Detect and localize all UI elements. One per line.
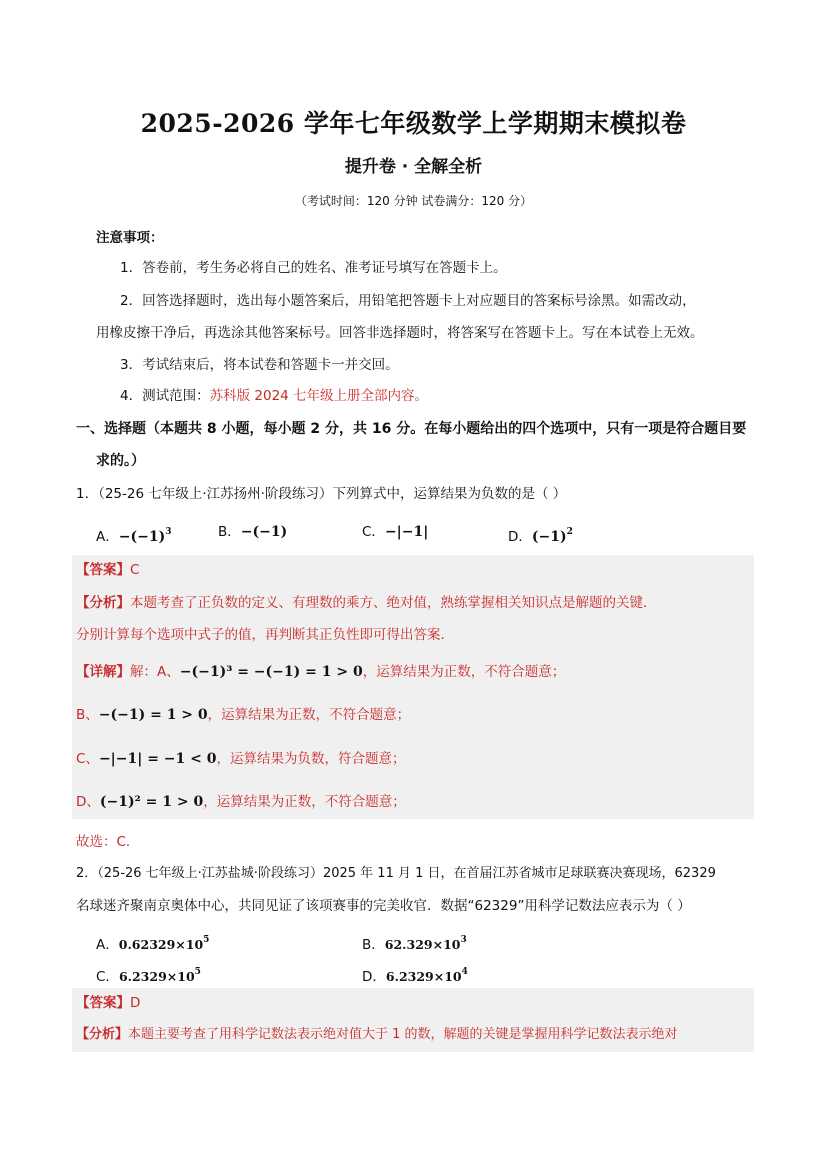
q2-answer: 【答案】D <box>76 995 141 1011</box>
page-subtitle: 提升卷 · 全解全析 <box>344 157 483 177</box>
note-item: 3．考试结束后，将本试卷和答题卡一并交回。 <box>120 357 399 373</box>
q2-analysis: 【分析】本题主要考查了用科学记数法表示绝对值大于 1 的数，解题的关键是掌握用科学记数法表示绝对 <box>76 1027 678 1042</box>
note-scope <box>120 386 428 406</box>
q2-option-a: A．$0.62329\times 10^5$ <box>96 935 210 953</box>
q1-option-a: A．$-(-1)^3$ <box>96 527 172 545</box>
q1-analysis: 【分析】本题考查了正负数的定义、有理数的乘方、绝对值，熟练掌握相关知识点是解题的关键． <box>76 595 657 611</box>
note-item: 用橡皮擦干净后，再选涂其他答案标号。回答非选择题时，将答案写在答题卡上。写在本试卷上无效。 <box>96 325 704 341</box>
q1-detail-b: B、−(−1) = 1 > 0，运算结果为正数，不符合题意； <box>76 707 411 723</box>
q1-answer: 【答案】C <box>76 562 140 578</box>
section-heading: 一、选择题（本题共 8 小题，每小题 2 分，共 16 分。在每小题给出的四个选项中，只有一项是符合题目要 <box>76 421 747 437</box>
note-item: 1．答卷前，考生务必将自己的姓名、准考证号填写在答题卡上。 <box>120 260 507 276</box>
scope-value: 苏科版 2024 七年级上册全部内容。 <box>209 388 429 404</box>
question-2-stem: 2．（25-26 七年级上·江苏盐城·阶段练习）2025 年 11 月 1 日，在首届江苏省城市足球联赛决赛现场，62329 <box>76 866 716 881</box>
exam-meta: （考试时间：120 分钟 试卷满分：120 分） <box>294 194 533 208</box>
q1-detail-d: D、(−1)² = 1 > 0，运算结果为正数，不符合题意； <box>76 794 406 810</box>
section-heading-cont: 求的。） <box>96 453 145 469</box>
q1-option-c: C．−|−1| <box>362 524 429 540</box>
question-1-stem: 1．（25-26 七年级上·江苏扬州·阶段练习）下列算式中，运算结果为负数的是（ ） <box>76 486 567 502</box>
notes-heading: 注意事项： <box>96 230 164 246</box>
q2-option-c: C．$6.2329\times 10^5$ <box>96 967 201 985</box>
q1-option-b: B．−(−1) <box>218 524 288 540</box>
scope-label: 4．测试范围： <box>120 388 210 404</box>
page-title: 2025-2026 学年七年级数学上学期期末模拟卷 <box>140 109 687 138</box>
q1-detail-a: 【详解】解：A、−(−1)³ = −(−1) = 1 > 0，运算结果为正数，不符合题意； <box>76 664 566 680</box>
q1-detail-c: C、−|−1| = −1 < 0，运算结果为负数，符合题意； <box>76 751 406 767</box>
q1-option-d: D．$(-1)^2$ <box>508 527 573 545</box>
note-item: 2．回答选择题时，选出每小题答案后，用铅笔把答题卡上对应题目的答案标号涂黑。如需改动， <box>120 293 696 309</box>
question-2-stem-cont: 名球迷齐聚南京奥体中心，共同见证了该项赛事的完美收官．数据“62329”用科学记数法应表示为（ ） <box>76 898 691 914</box>
q1-choice: 故选：C． <box>76 834 140 850</box>
q1-analysis-cont: 分别计算每个选项中式子的值，再判断其正负性即可得出答案． <box>76 627 454 643</box>
q2-option-d: D．$6.2329\times 10^4$ <box>362 967 468 985</box>
q2-option-b: B．$62.329\times 10^3$ <box>362 935 467 953</box>
